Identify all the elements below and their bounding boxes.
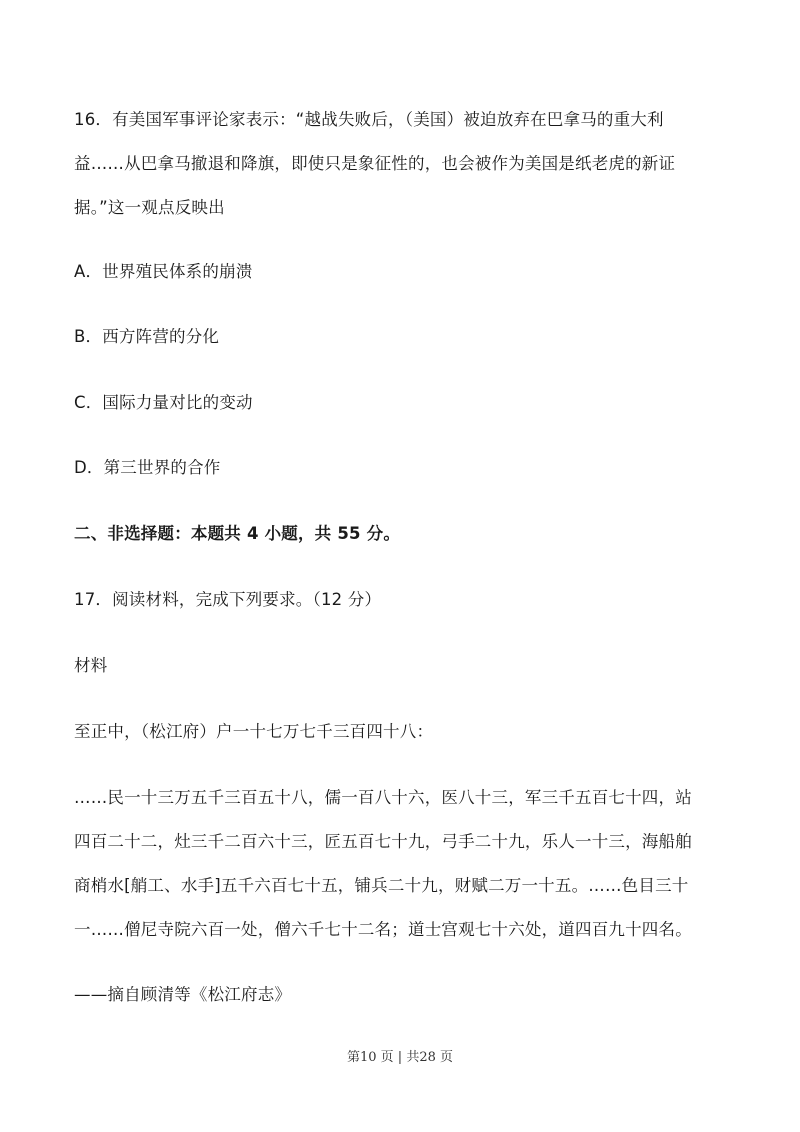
material-line-4: 一……僧尼寺院六百一处，僧六千七十二名；道士宫观七十六处，道四百九十四名。 <box>74 920 692 939</box>
option-d: D．第三世界的合作 <box>74 458 221 477</box>
option-a: A．世界殖民体系的崩溃 <box>74 262 253 281</box>
material-intro: 至正中，（松江府）户一十七万七千三百四十八： <box>74 722 434 741</box>
option-b: B．西方阵营的分化 <box>74 327 220 346</box>
option-c: C．国际力量对比的变动 <box>74 393 253 412</box>
material-line-2: 四百二十二，灶三千二百六十三，匠五百七十九，弓手二十九，乐人一十三，海船舶 <box>74 832 692 851</box>
question-16-stem-line-2: 益……从巴拿马撤退和降旗，即使只是象征性的，也会被作为美国是纸老虎的新证 <box>74 154 676 173</box>
material-line-1: ……民一十三万五千三百五十八，儒一百八十六，医八十三，军三千五百七十四，站 <box>74 788 692 807</box>
material-line-3: 商梢水[艄工、水手]五千六百七十五，铺兵二十九，财赋二万一十五。……色目三十 <box>74 876 689 895</box>
material-label: 材料 <box>74 656 108 675</box>
question-16-stem-line-1: 16．有美国军事评论家表示：“越战失败后，（美国）被迫放弃在巴拿马的重大利 <box>74 110 664 129</box>
question-16-stem-line-3: 据。”这一观点反映出 <box>74 198 225 217</box>
material-source: ——摘自顾清等《松江府志》 <box>74 985 292 1004</box>
question-17-stem: 17．阅读材料，完成下列要求。（12 分） <box>74 590 382 609</box>
section-heading: 二、非选择题：本题共 4 小题，共 55 分。 <box>74 524 401 543</box>
page-footer: 第10 页 | 共28 页 <box>347 1050 453 1065</box>
